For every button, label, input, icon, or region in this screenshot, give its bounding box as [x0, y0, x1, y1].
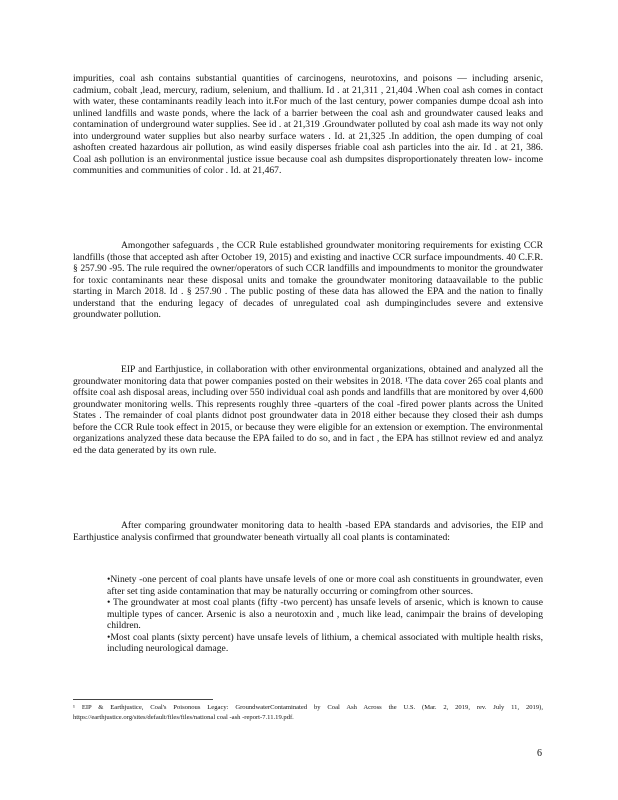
paragraph-eip-earthjustice-analysis: EIP and Earthjustice, in collaboration with other environmental organizations, obtained and analyzed all the groundwater monitoring data that power companies posted on their websites in 2018. ¹The data cover 265 coal plants and offsite coal ash disposal areas, including over 550 individual coal ash ponds and landfills that are monitored by over 4,600 groundwater monitoring wells. This represents roughly three -quarters of the coal -fired power plants across the United States . The remainder of coal plants didnot post groundwater data in 2018 either because they closed their ash dumps before the CCR Rule took effect in 2015, or because they were eligible for an extension or exemption. The environmental organizations analyzed these data because the EPA failed to do so, and in fact , the EPA has stillnot review ed and analyz ed the data generated by its own rule. — [73, 364, 543, 456]
findings-list — [107, 574, 543, 655]
footnote-divider — [73, 699, 213, 700]
finding-item-arsenic: • The groundwater at most coal plants (fifty -two percent) has unsafe levels of arsenic, which is known to cause multiple types of cancer. Arsenic is also a neurotoxin and , much like lead, canimpair the brains of developing children. — [107, 597, 543, 632]
finding-item-ninety-one-percent: •Ninety -one percent of coal plants have unsafe levels of one or more coal ash constituents in groundwater, even after set ting aside contamination that may be naturally occurring or comingfrom other sources. — [107, 574, 543, 597]
footnote-1: ¹ EIP & Earthjustice, Coal's Poisonous Legacy: GroundwaterContaminated by Coal Ash Across the U.S. (Mar. 2, 2019, rev. July 11, 2019), https://earthjustice.org/sites/default/files/files/national coal -ash -report-7.11.19.pdf. — [73, 704, 543, 721]
page-number: 6 — [537, 748, 542, 759]
paragraph-analysis-confirmed: After comparing groundwater monitoring data to health -based EPA standards and advisories, the EIP and Earthjustice analysis confirmed that groundwater beneath virtually all coal plants is contaminated: — [73, 520, 543, 543]
paragraph-ccr-rule-monitoring: Amongother safeguards , the CCR Rule established groundwater monitoring requirements for existing CCR landfills (those that accepted ash after October 19, 2015) and existing and inactive CCR surface impoundments. 40 C.F.R. § 257.90 -95. The rule required the owner/operators of such CCR landfills and impoundments to monitor the groundwater for toxic contaminants near these disposal units and tomake the groundwater monitoring dataavailable to the public starting in March 2018. Id . § 257.90 . The public posting of these data has allowed the EPA and the nation to finally understand that the enduring legacy of decades of unregulated coal ash dumpingincludes severe and extensive groundwater pollution. — [73, 240, 543, 321]
paragraph-coal-ash-contaminants: impurities, coal ash contains substantial quantities of carcinogens, neurotoxins, and poisons — including arsenic, cadmium, cobalt ,lead, mercury, radium, selenium, and thallium. Id . at 21,311 , 21,404 .When coal ash comes in contact with water, these contaminants readily leach into it.For much of the last century, power companies dumpe dcoal ash into unlined landfills and waste ponds, where the lack of a barrier between the coal ash and groundwater caused leaks and contamination of underground water supplies. See id . at 21,319 .Groundwater polluted by coal ash made its way not only into underground water supplies but also nearby surface waters . Id. at 21,325 .In addition, the open dumping of coal ashoften created hazardous air pollution, as wind easily disperses friable coal ash particles into the air. Id . at 21, 386. Coal ash pollution is an environmental justice issue because coal ash dumpsites disproportionately threaten low- income communities and communities of color . Id. at 21,467. — [73, 73, 543, 177]
finding-item-lithium: •Most coal plants (sixty percent) have unsafe levels of lithium, a chemical associated with multiple health risks, including neurological damage. — [107, 631, 543, 655]
